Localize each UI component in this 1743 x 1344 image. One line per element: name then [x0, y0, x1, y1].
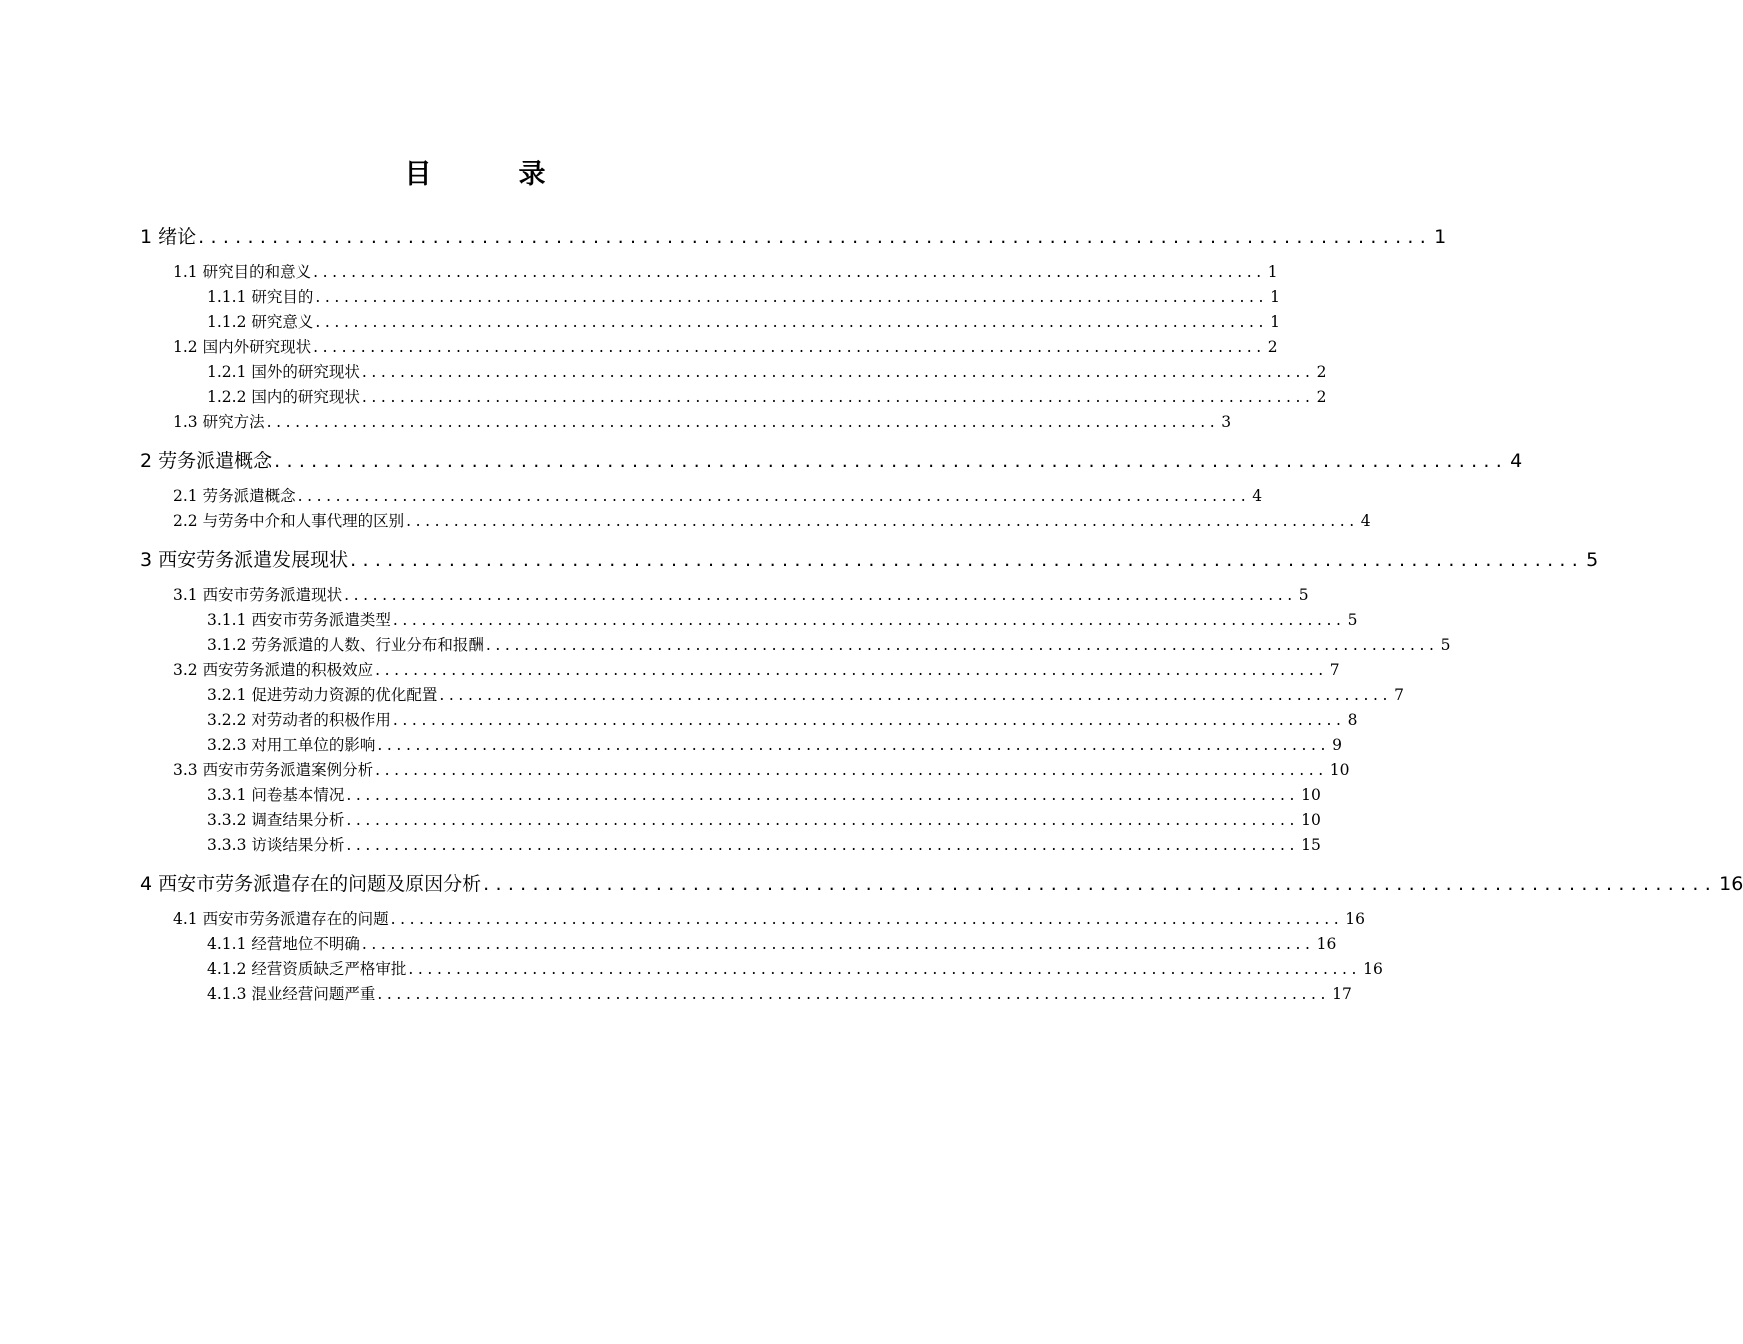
dot-leader: ....................................................................................................: [392, 711, 1346, 729]
toc-entry-section[interactable]: [173, 484, 1263, 506]
toc-entry-label: 1.2.2 国内的研究现状: [207, 388, 360, 406]
toc-entry-label: 1.2 国内外研究现状: [173, 338, 312, 356]
toc-entry-section[interactable]: [173, 758, 1350, 780]
dot-leader: ....................................................................................................: [315, 313, 1269, 331]
toc-entry-chapter[interactable]: [140, 446, 1523, 473]
dot-leader: ....................................................................................................: [274, 450, 1509, 472]
toc-entry-section[interactable]: [173, 260, 1278, 282]
toc-title: 目 录: [404, 159, 576, 190]
dot-leader: ....................................................................................................: [375, 761, 1328, 779]
dot-leader: ....................................................................................................: [313, 338, 1266, 356]
toc-entry-subsection[interactable]: [207, 633, 1451, 655]
toc-entry-section[interactable]: [173, 335, 1278, 357]
dot-leader: ....................................................................................................: [485, 636, 1439, 654]
toc-entry-page: 4: [1360, 512, 1371, 530]
toc-entry-page: 16: [1719, 873, 1743, 895]
dot-leader: ....................................................................................................: [377, 985, 1331, 1003]
toc-entry-page: 1: [1434, 226, 1447, 248]
toc-entry-chapter[interactable]: [140, 545, 1599, 572]
toc-entry-label: 3.3.1 问卷基本情况: [207, 786, 345, 804]
dot-leader: ....................................................................................................: [350, 549, 1585, 571]
dot-leader: ....................................................................................................: [198, 226, 1433, 248]
dot-leader: ....................................................................................................: [346, 811, 1300, 829]
toc-entry-label: 4.1.1 经营地位不明确: [207, 935, 360, 953]
toc-entry-subsection[interactable]: [207, 683, 1404, 705]
toc-entry-label: 1.1 研究目的和意义: [173, 263, 312, 281]
toc-entry-label: 4 西安市劳务派遣存在的问题及原因分析: [140, 873, 482, 895]
toc-entry-subsection[interactable]: [207, 360, 1327, 382]
toc-entry-subsection[interactable]: [207, 932, 1337, 954]
toc-entry-subsection[interactable]: [207, 310, 1280, 332]
toc-entry-page: 16: [1316, 935, 1337, 953]
toc-entry-label: 3.1 西安市劳务派遣现状: [173, 586, 343, 604]
toc-entry-subsection[interactable]: [207, 982, 1352, 1004]
toc-entry-label: 1.2.1 国外的研究现状: [207, 363, 360, 381]
toc-entry-subsection[interactable]: [207, 733, 1342, 755]
toc-entry-page: 2: [1316, 388, 1327, 406]
dot-leader: ....................................................................................................: [375, 661, 1328, 679]
dot-leader: ....................................................................................................: [408, 960, 1362, 978]
toc-entry-subsection[interactable]: [207, 385, 1327, 407]
toc-entry-label: 3.1.1 西安市劳务派遣类型: [207, 611, 391, 629]
dot-leader: ....................................................................................................: [361, 363, 1315, 381]
dot-leader: ....................................................................................................: [346, 836, 1300, 854]
toc-entry-subsection[interactable]: [207, 783, 1321, 805]
toc-entry-label: 3.2 西安劳务派遣的积极效应: [173, 661, 374, 679]
toc-entry-chapter[interactable]: [140, 869, 1743, 896]
toc-entry-page: 17: [1332, 985, 1352, 1003]
toc-entry-page: 16: [1363, 960, 1383, 978]
toc-entry-page: 7: [1394, 686, 1404, 704]
toc-entry-page: 4: [1252, 487, 1263, 505]
toc-entry-page: 5: [1298, 586, 1309, 604]
dot-leader: ....................................................................................................: [483, 873, 1718, 895]
dot-leader: ....................................................................................................: [439, 686, 1393, 704]
toc-entry-page: 3: [1221, 413, 1232, 431]
toc-entry-label: 3 西安劳务派遣发展现状: [140, 549, 349, 571]
toc-entry-section[interactable]: [173, 410, 1232, 432]
toc-entry-page: 10: [1329, 761, 1350, 779]
dot-leader: ....................................................................................................: [315, 288, 1269, 306]
toc-entry-label: 1.1.2 研究意义: [207, 313, 314, 331]
toc-entry-page: 1: [1270, 313, 1280, 331]
toc-entry-subsection[interactable]: [207, 957, 1383, 979]
toc-entry-section[interactable]: [173, 907, 1366, 929]
toc-entry-label: 3.2.2 对劳动者的积极作用: [207, 711, 391, 729]
dot-leader: ....................................................................................................: [406, 512, 1359, 530]
toc-entry-label: 3.3.3 访谈结果分析: [207, 836, 345, 854]
toc-entry-page: 9: [1332, 736, 1342, 754]
toc-entry-label: 3.1.2 劳务派遣的人数、行业分布和报酬: [207, 636, 484, 654]
toc-entry-label: 1.3 研究方法: [173, 413, 265, 431]
toc-entry-section[interactable]: [173, 658, 1340, 680]
toc-entry-page: 4: [1510, 450, 1523, 472]
toc-entry-page: 10: [1301, 811, 1321, 829]
toc-entry-label: 1 绪论: [140, 226, 197, 248]
toc-entry-subsection[interactable]: [207, 833, 1321, 855]
toc-entry-page: 2: [1267, 338, 1278, 356]
toc-entry-page: 7: [1329, 661, 1340, 679]
toc-entry-subsection[interactable]: [207, 608, 1358, 630]
toc-entry-subsection[interactable]: [207, 285, 1280, 307]
dot-leader: ....................................................................................................: [392, 611, 1346, 629]
toc-entry-label: 2.2 与劳务中介和人事代理的区别: [173, 512, 405, 530]
toc-entry-subsection[interactable]: [207, 808, 1321, 830]
toc-entry-page: 10: [1301, 786, 1321, 804]
dot-leader: ....................................................................................................: [346, 786, 1300, 804]
toc-entry-page: 5: [1440, 636, 1451, 654]
toc-entry-label: 3.2.3 对用工单位的影响: [207, 736, 376, 754]
toc-entry-page: 16: [1345, 910, 1366, 928]
toc-entry-page: 1: [1267, 263, 1278, 281]
toc-entry-label: 4.1 西安市劳务派遣存在的问题: [173, 910, 389, 928]
toc-entry-label: 3.3.2 调查结果分析: [207, 811, 345, 829]
toc-entry-page: 15: [1301, 836, 1321, 854]
toc-entry-label: 3.2.1 促进劳动力资源的优化配置: [207, 686, 438, 704]
dot-leader: ....................................................................................................: [377, 736, 1331, 754]
toc-entry-section[interactable]: [173, 509, 1371, 531]
dot-leader: ....................................................................................................: [313, 263, 1266, 281]
dot-leader: ....................................................................................................: [266, 413, 1220, 431]
dot-leader: ....................................................................................................: [361, 388, 1315, 406]
dot-leader: ....................................................................................................: [361, 935, 1315, 953]
dot-leader: ....................................................................................................: [390, 910, 1344, 928]
toc-entry-page: 2: [1316, 363, 1327, 381]
toc-entry-page: 5: [1586, 549, 1599, 571]
toc-entry-chapter[interactable]: [140, 222, 1447, 249]
dot-leader: ....................................................................................................: [297, 487, 1251, 505]
toc-entry-label: 2 劳务派遣概念: [140, 450, 273, 472]
dot-leader: ....................................................................................................: [344, 586, 1297, 604]
toc-entry-page: 1: [1270, 288, 1280, 306]
toc-entry-page: 8: [1347, 711, 1358, 729]
toc-entry-page: 5: [1347, 611, 1358, 629]
toc-entry-label: 2.1 劳务派遣概念: [173, 487, 296, 505]
toc-entry-section[interactable]: [173, 583, 1309, 605]
toc-entry-label: 1.1.1 研究目的: [207, 288, 314, 306]
toc-entry-label: 3.3 西安市劳务派遣案例分析: [173, 761, 374, 779]
toc-entry-subsection[interactable]: [207, 708, 1358, 730]
toc-entry-label: 4.1.2 经营资质缺乏严格审批: [207, 960, 407, 978]
toc-entry-label: 4.1.3 混业经营问题严重: [207, 985, 376, 1003]
